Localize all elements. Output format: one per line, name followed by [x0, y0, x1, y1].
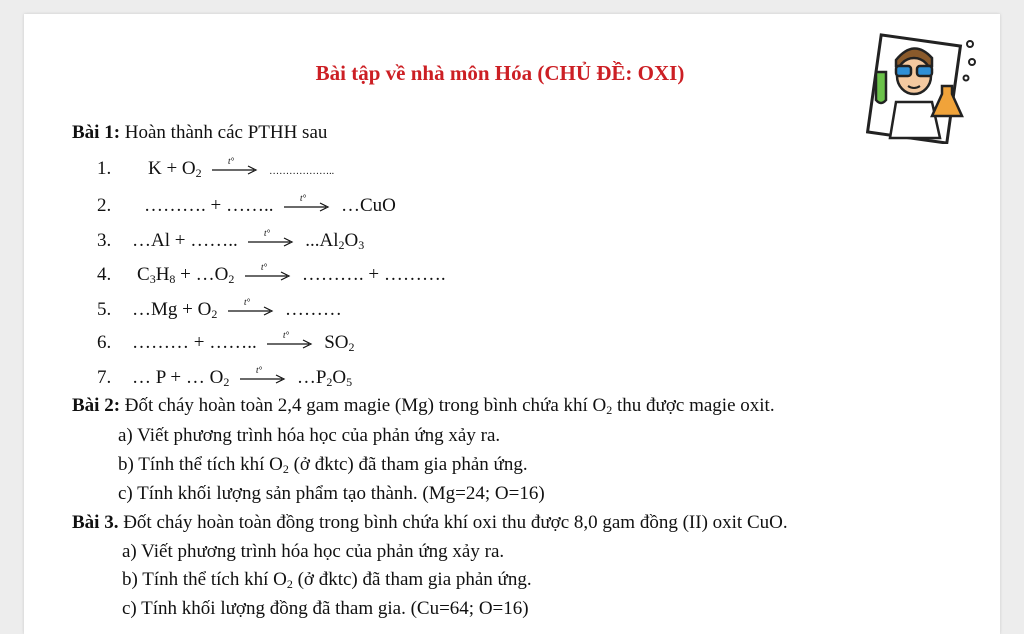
bai2-part-b: b) Tính thể tích khí $O_2$ (ở đktc) đã tham gia phản ứng.	[118, 454, 528, 476]
item-number: 2.	[97, 195, 112, 216]
svg-text:t°: t°	[261, 261, 268, 272]
item-number: 7.	[97, 367, 112, 388]
item-number: 1.	[97, 158, 112, 179]
reaction-arrow	[284, 192, 330, 213]
item-number: 3.	[97, 230, 112, 251]
reaction-arrow	[240, 364, 286, 385]
equation-2: ………. + …….. t° …CuO	[144, 192, 396, 216]
item-number: 5.	[97, 299, 112, 320]
bai3-part-c: c) Tính khối lượng đồng đã tham gia. (Cu=64; O=16)	[122, 598, 529, 619]
item-number: 4.	[97, 264, 112, 285]
equation-4: $C_3H_8$ + $\dots O_2$ t° ………. + ……….	[137, 261, 446, 286]
page-title: Bài tập về nhà môn Hóa (CHỦ ĐỀ: OXI)	[315, 61, 685, 85]
document-page	[24, 14, 1000, 634]
reaction-arrow	[267, 329, 313, 350]
bai1-heading: Bài 1: Hoàn thành các PTHH sau	[72, 122, 328, 143]
reaction-arrow	[248, 227, 294, 248]
item-number: 6.	[97, 332, 112, 353]
bai2-part-c: c) Tính khối lượng sản phẩm tạo thành. (Mg=24; O=16)	[118, 483, 545, 504]
bai2-heading: Bài 2: Đốt cháy hoàn toàn 2,4 gam magie (Mg) trong bình chứa khí $O_2$ thu được magie oxit.	[72, 395, 775, 417]
equation-5: …Mg + $O_2$ t° ………	[132, 296, 342, 321]
bai2-part-a: a) Viết phương trình hóa học của phản ứng xảy ra.	[118, 425, 501, 446]
equation-7: … P + … $O_2$ t° $\dots P_2O_5$	[132, 364, 353, 389]
equation-1: $K + O_2$ t° ………………..	[148, 155, 335, 180]
svg-text:t°: t°	[264, 227, 271, 238]
equation-6: ……… + …….. t° $SO_2$	[132, 329, 355, 354]
scientist-icon	[866, 32, 976, 144]
svg-text:t°: t°	[256, 364, 263, 375]
svg-text:t°: t°	[228, 155, 235, 166]
bai3-part-b: b) Tính thể tích khí $O_2$ (ở đktc) đã tham gia phản ứng.	[122, 569, 532, 591]
svg-text:t°: t°	[244, 296, 251, 307]
reaction-arrow	[212, 155, 258, 176]
bai3-part-a: a) Viết phương trình hóa học của phản ứng xảy ra.	[122, 541, 505, 562]
bai3-heading: Bài 3. Đốt cháy hoàn toàn đồng trong bình chứa khí oxi thu được 8,0 gam đồng (II) oxit CuO.	[72, 512, 788, 533]
equation-3: …Al + …….. t° $...Al_2O_3$	[132, 227, 365, 252]
svg-text:t°: t°	[300, 192, 307, 203]
reaction-arrow	[245, 261, 291, 282]
reaction-arrow	[228, 296, 274, 317]
svg-text:t°: t°	[283, 329, 290, 340]
